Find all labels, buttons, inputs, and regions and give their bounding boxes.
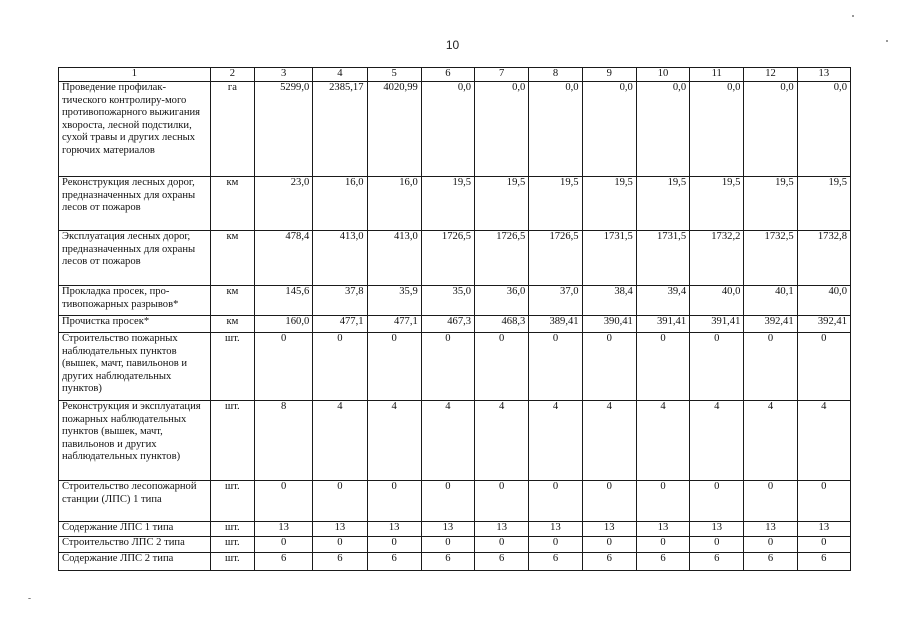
measure-name: Строительство пожарных наблюдательных пунктов (вышек, мачт, павильонов и других наблюдательных пунктов) [59,333,211,401]
forest-fire-measures-table [58,67,851,571]
value-cell: 392,41 [744,316,797,333]
unit-cell: шт. [210,553,254,571]
value-cell: 0 [254,537,312,553]
value-cell: 40,1 [744,286,797,316]
value-cell: 4 [475,401,529,481]
value-cell: 0 [421,333,474,401]
table-row [59,401,851,481]
measure-name: Эксплуатация лесных дорог, предназначенных для охраны лесов от пожаров [59,231,211,286]
value-cell: 390,41 [582,316,636,333]
measure-name: Прокладка просек, про-тивопожарных разрывов* [59,286,211,316]
value-cell: 4 [797,401,850,481]
value-cell: 19,5 [421,177,474,231]
value-cell: 36,0 [475,286,529,316]
measure-name: Строительство лесопожарной станции (ЛПС) 1 типа [59,481,211,522]
value-cell: 35,0 [421,286,474,316]
header-cell: 11 [690,68,744,82]
value-cell: 0 [475,333,529,401]
value-cell: 0 [367,481,421,522]
value-cell: 0,0 [475,82,529,177]
value-cell: 6 [367,553,421,571]
value-cell: 13 [421,522,474,537]
table-header-row [59,68,851,82]
value-cell: 40,0 [690,286,744,316]
value-cell: 478,4 [254,231,312,286]
value-cell: 0,0 [529,82,582,177]
value-cell: 0 [744,537,797,553]
value-cell: 4 [636,401,689,481]
value-cell: 16,0 [367,177,421,231]
unit-cell: шт. [210,481,254,522]
value-cell: 0,0 [636,82,689,177]
value-cell: 0 [582,333,636,401]
unit-cell: шт. [210,522,254,537]
value-cell: 1732,5 [744,231,797,286]
table-row [59,522,851,537]
table-row [59,316,851,333]
value-cell: 6 [744,553,797,571]
unit-cell: км [210,177,254,231]
value-cell: 0 [690,537,744,553]
value-cell: 0 [797,481,850,522]
value-cell: 13 [475,522,529,537]
value-cell: 391,41 [636,316,689,333]
value-cell: 0 [313,537,367,553]
header-cell: 4 [313,68,367,82]
value-cell: 37,0 [529,286,582,316]
unit-cell: га [210,82,254,177]
value-cell: 0 [744,333,797,401]
value-cell: 13 [367,522,421,537]
value-cell: 0 [797,537,850,553]
value-cell: 0 [529,481,582,522]
value-cell: 413,0 [367,231,421,286]
header-cell: 5 [367,68,421,82]
unit-cell: км [210,286,254,316]
value-cell: 16,0 [313,177,367,231]
value-cell: 19,5 [582,177,636,231]
value-cell: 13 [636,522,689,537]
value-cell: 0 [254,333,312,401]
value-cell: 4 [529,401,582,481]
value-cell: 477,1 [367,316,421,333]
header-cell: 8 [529,68,582,82]
table-row [59,286,851,316]
header-cell: 2 [210,68,254,82]
value-cell: 0 [313,333,367,401]
value-cell: 0 [367,537,421,553]
value-cell: 13 [529,522,582,537]
value-cell: 6 [254,553,312,571]
value-cell: 0 [690,481,744,522]
value-cell: 35,9 [367,286,421,316]
value-cell: 38,4 [582,286,636,316]
value-cell: 1726,5 [421,231,474,286]
value-cell: 23,0 [254,177,312,231]
scan-speck [28,598,31,599]
value-cell: 468,3 [475,316,529,333]
value-cell: 145,6 [254,286,312,316]
value-cell: 6 [797,553,850,571]
value-cell: 13 [797,522,850,537]
value-cell: 4 [367,401,421,481]
table-row [59,537,851,553]
value-cell: 0 [582,537,636,553]
value-cell: 37,8 [313,286,367,316]
value-cell: 0 [744,481,797,522]
value-cell: 40,0 [797,286,850,316]
value-cell: 4 [744,401,797,481]
value-cell: 0 [475,481,529,522]
value-cell: 13 [313,522,367,537]
value-cell: 13 [690,522,744,537]
value-cell: 19,5 [529,177,582,231]
value-cell: 1731,5 [582,231,636,286]
value-cell: 6 [690,553,744,571]
value-cell: 0 [313,481,367,522]
measure-name: Содержание ЛПС 2 типа [59,553,211,571]
value-cell: 4 [690,401,744,481]
value-cell: 6 [421,553,474,571]
value-cell: 0 [475,537,529,553]
table-row [59,481,851,522]
unit-cell: шт. [210,333,254,401]
value-cell: 0 [690,333,744,401]
value-cell: 0,0 [690,82,744,177]
scan-speck [886,40,888,42]
value-cell: 0 [529,537,582,553]
value-cell: 0 [797,333,850,401]
table-row [59,553,851,571]
header-cell: 9 [582,68,636,82]
value-cell: 0 [367,333,421,401]
value-cell: 1732,2 [690,231,744,286]
measure-name: Реконструкция и эксплуатация пожарных наблюдательных пунктов (вышек, мачт, павильонов и других наблюдательных пунктов) [59,401,211,481]
value-cell: 0 [636,333,689,401]
value-cell: 392,41 [797,316,850,333]
value-cell: 0 [529,333,582,401]
value-cell: 4 [313,401,367,481]
unit-cell: км [210,316,254,333]
value-cell: 0,0 [744,82,797,177]
value-cell: 2385,17 [313,82,367,177]
value-cell: 19,5 [475,177,529,231]
page-number: 10 [445,38,460,52]
value-cell: 1731,5 [636,231,689,286]
value-cell: 4 [421,401,474,481]
measure-name: Прочистка просек* [59,316,211,333]
value-cell: 5299,0 [254,82,312,177]
value-cell: 477,1 [313,316,367,333]
value-cell: 0,0 [421,82,474,177]
value-cell: 1726,5 [529,231,582,286]
header-cell: 12 [744,68,797,82]
value-cell: 6 [582,553,636,571]
measure-name: Проведение профилак-тического контролиру-мого противопожарного выжигания хворостa, лесной подстилки, сухой травы и других лесных горючих материалов [59,82,211,177]
header-cell: 10 [636,68,689,82]
value-cell: 6 [475,553,529,571]
header-cell: 6 [421,68,474,82]
value-cell: 6 [636,553,689,571]
value-cell: 0 [636,481,689,522]
header-cell: 7 [475,68,529,82]
value-cell: 19,5 [797,177,850,231]
unit-cell: км [210,231,254,286]
value-cell: 0,0 [797,82,850,177]
value-cell: 160,0 [254,316,312,333]
value-cell: 13 [744,522,797,537]
scan-speck [852,15,854,17]
value-cell: 4 [582,401,636,481]
value-cell: 6 [529,553,582,571]
measure-name: Реконструкция лесных дорог, предназначенных для охраны лесов от пожаров [59,177,211,231]
table-row [59,177,851,231]
table-row [59,231,851,286]
measure-name: Содержание ЛПС 1 типа [59,522,211,537]
value-cell: 13 [582,522,636,537]
value-cell: 0 [636,537,689,553]
value-cell: 0 [421,481,474,522]
header-cell: 13 [797,68,850,82]
value-cell: 1726,5 [475,231,529,286]
value-cell: 4020,99 [367,82,421,177]
value-cell: 19,5 [744,177,797,231]
value-cell: 1732,8 [797,231,850,286]
value-cell: 8 [254,401,312,481]
value-cell: 13 [254,522,312,537]
value-cell: 0,0 [582,82,636,177]
header-cell: 1 [59,68,211,82]
value-cell: 391,41 [690,316,744,333]
measure-name: Строительство ЛПС 2 типа [59,537,211,553]
value-cell: 467,3 [421,316,474,333]
value-cell: 19,5 [636,177,689,231]
value-cell: 413,0 [313,231,367,286]
value-cell: 6 [313,553,367,571]
value-cell: 0 [582,481,636,522]
table-row [59,333,851,401]
table-row [59,82,851,177]
value-cell: 19,5 [690,177,744,231]
header-cell: 3 [254,68,312,82]
unit-cell: шт. [210,537,254,553]
value-cell: 389,41 [529,316,582,333]
value-cell: 39,4 [636,286,689,316]
value-cell: 0 [421,537,474,553]
unit-cell: шт. [210,401,254,481]
value-cell: 0 [254,481,312,522]
